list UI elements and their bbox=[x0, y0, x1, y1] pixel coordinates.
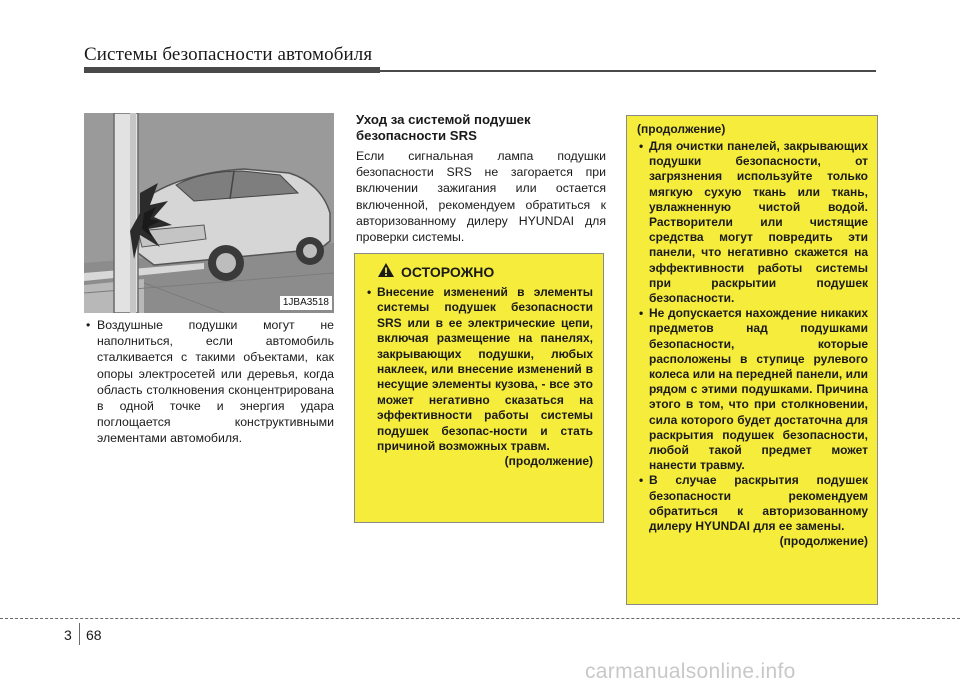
srs-care-paragraph: Если сигнальная лампа подушки безопасности SRS не загорается при включении зажигания или остается включенной, рекомендуем обратиться к авторизованному дилеру HYUNDAI для проверки системы. bbox=[356, 149, 606, 245]
car-pole-drawing bbox=[84, 113, 334, 313]
continued-note-bottom: (продолжение) bbox=[779, 534, 868, 549]
watermark: carmanualsonline.info bbox=[585, 660, 796, 683]
chapter-number: 3 bbox=[64, 627, 72, 643]
image-code-label: 1JBA3518 bbox=[280, 296, 332, 310]
caution-body bbox=[365, 285, 593, 454]
caution-box bbox=[354, 253, 604, 523]
pole-collision-illustration bbox=[84, 113, 334, 313]
srs-care-heading: Уход за системой подушек безопасности SRS bbox=[356, 112, 531, 143]
caution-title-row bbox=[377, 262, 593, 281]
caution-title: ОСТОРОЖНО bbox=[401, 263, 495, 280]
page-number-separator bbox=[79, 623, 80, 645]
list-item: • Не допускается нахождение никаких предметов над подушками безопасности, которые расположены в ступице рулевого колеса или на передней панели, или рядом с этими подушками. Причина этого в том, что при столкновении, сила которого будет достаточна для раскрытия подушек безопасности, любой такой предмет может нанести травму. bbox=[637, 306, 868, 473]
header-rule-thin bbox=[380, 70, 876, 72]
section-title: Системы безопасности автомобиля bbox=[84, 44, 373, 65]
warning-triangle-icon bbox=[377, 262, 395, 281]
list-item: • В случае раскрытия подушек безопасности рекомендуем обратиться к авторизованному дилеру HYUNDAI для ее замены. bbox=[637, 473, 868, 534]
continued-note: (продолжение) bbox=[504, 454, 593, 469]
left-column-text bbox=[84, 317, 334, 447]
list-item: • Воздушные подушки могут не наполниться, если автомобиль сталкивается с такими объектами, как опоры электросетей или деревья, когда область столкновения сконцентрирована в одной точке и энергия удара поглощается конструктивными элементами автомобиля. bbox=[84, 317, 334, 447]
list-item: • Внесение изменений в элементы системы подушек безопасности SRS или в ее электрические цепи, включая размещение на панелях, закрывающих подушки, любых наклеек, или внесение изменений в несущие элементы кузова, - все это может негативно сказаться на эффективности работы системы подушек безопас-ности и стать причиной возможных травм. bbox=[365, 285, 593, 454]
list-item: • Для очистки панелей, закрывающих подушки безопасности, от загрязнения используйте только мягкую сухую ткань или ткань, увлажненную чистой водой. Растворители или чистящие средства могут повредить эти панели, что негативно скажется на эффективности работы системы при раскрытии подушек безопасности. bbox=[637, 139, 868, 306]
footer-divider bbox=[0, 618, 960, 619]
continued-note-top: (продолжение) bbox=[637, 122, 726, 136]
header-rule bbox=[84, 67, 380, 73]
caution-continued-box bbox=[626, 115, 878, 605]
page-number: 68 bbox=[86, 627, 102, 643]
caution-continued-body bbox=[637, 139, 868, 534]
